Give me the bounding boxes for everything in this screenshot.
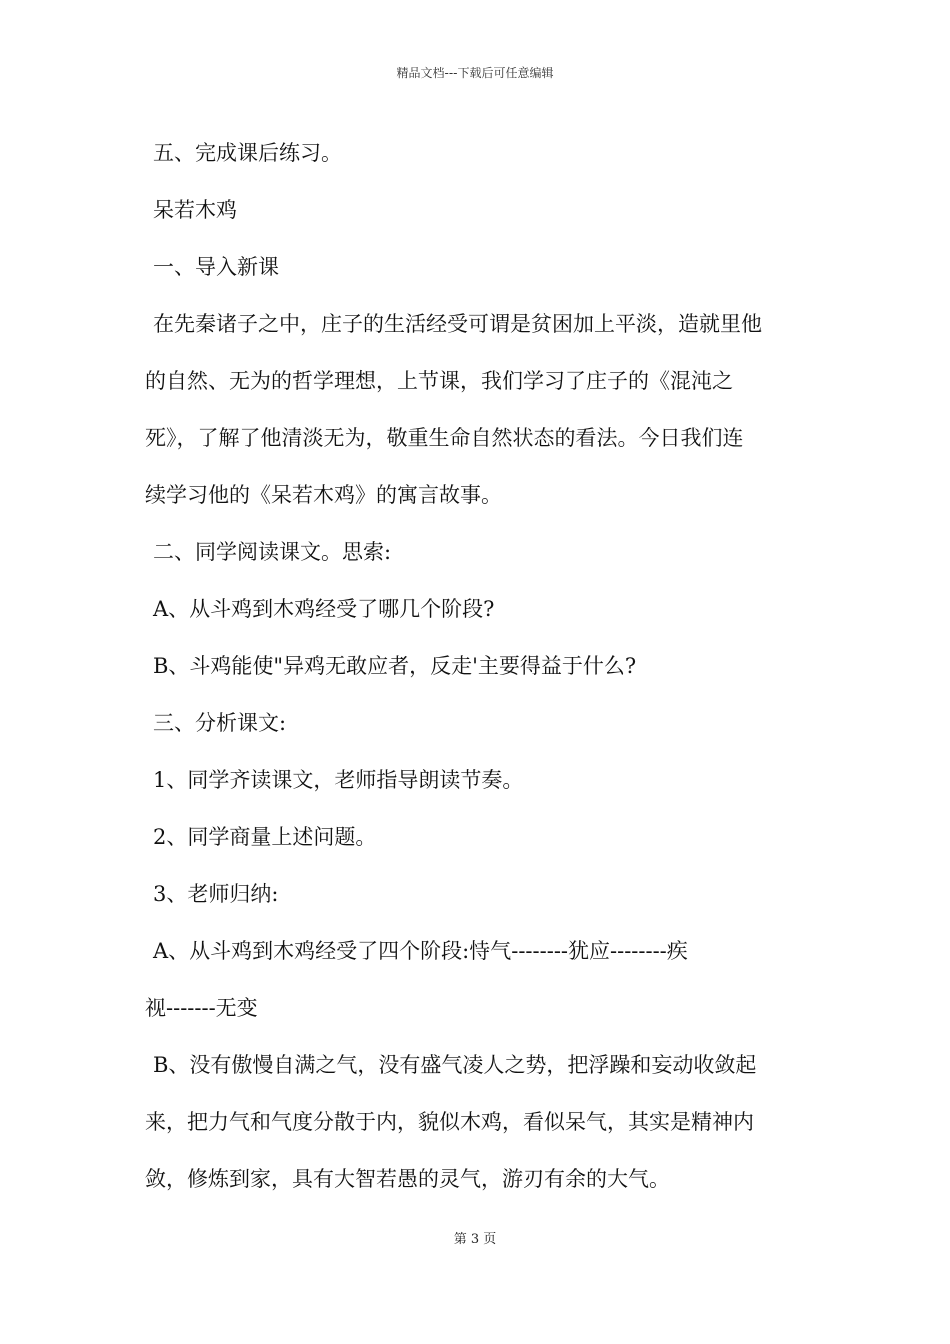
text-line: 续学习他的《呆若木鸡》的寓言故事。 [145,483,502,507]
text-line: 1、同学齐读课文，老师指导朗读节奏。 [153,768,524,792]
text-line: 死》，了解了他清淡无为，敬重生命自然状态的看法。今日我们连 [145,426,744,450]
text-line: 呆若木鸡 [153,198,237,222]
page-number: 第 3 页 [453,1232,497,1247]
text-line: 一、导入新课 [153,255,279,279]
text-line: 3、老师归纳: [153,882,279,906]
text-line: 五、完成课后练习。 [153,141,342,165]
text-line: 在先秦诸子之中，庄子的生活经受可谓是贫困加上平淡，造就里他 [153,312,762,336]
text-line: A、从斗鸡到木鸡经受了哪几个阶段? [153,597,495,621]
text-line: 视-------无变 [145,996,258,1020]
text-line: 2、同学商量上述问题。 [153,825,377,849]
text-line: B、没有傲慢自满之气，没有盛气凌人之势，把浮躁和妄动收敛起 [153,1053,757,1077]
text-line: 三、分析课文: [153,711,287,735]
text-line: 敛，修炼到家，具有大智若愚的灵气，游刃有余的大气。 [145,1167,670,1191]
text-line: 来，把力气和气度分散于内，貌似木鸡，看似呆气，其实是精神内 [145,1110,754,1134]
text-line: 的自然、无为的哲学理想，上节课，我们学习了庄子的《混沌之 [145,369,733,393]
text-line: 二、同学阅读课文。思索: [153,540,392,564]
text-line: B、斗鸡能使"异鸡无敢应者，反走'主要得益于什么? [153,654,637,678]
page-header: 精品文档---下载后可任意编辑 [396,66,554,80]
text-line: A、从斗鸡到木鸡经受了四个阶段:恃气--------犹应--------疾 [153,939,688,963]
